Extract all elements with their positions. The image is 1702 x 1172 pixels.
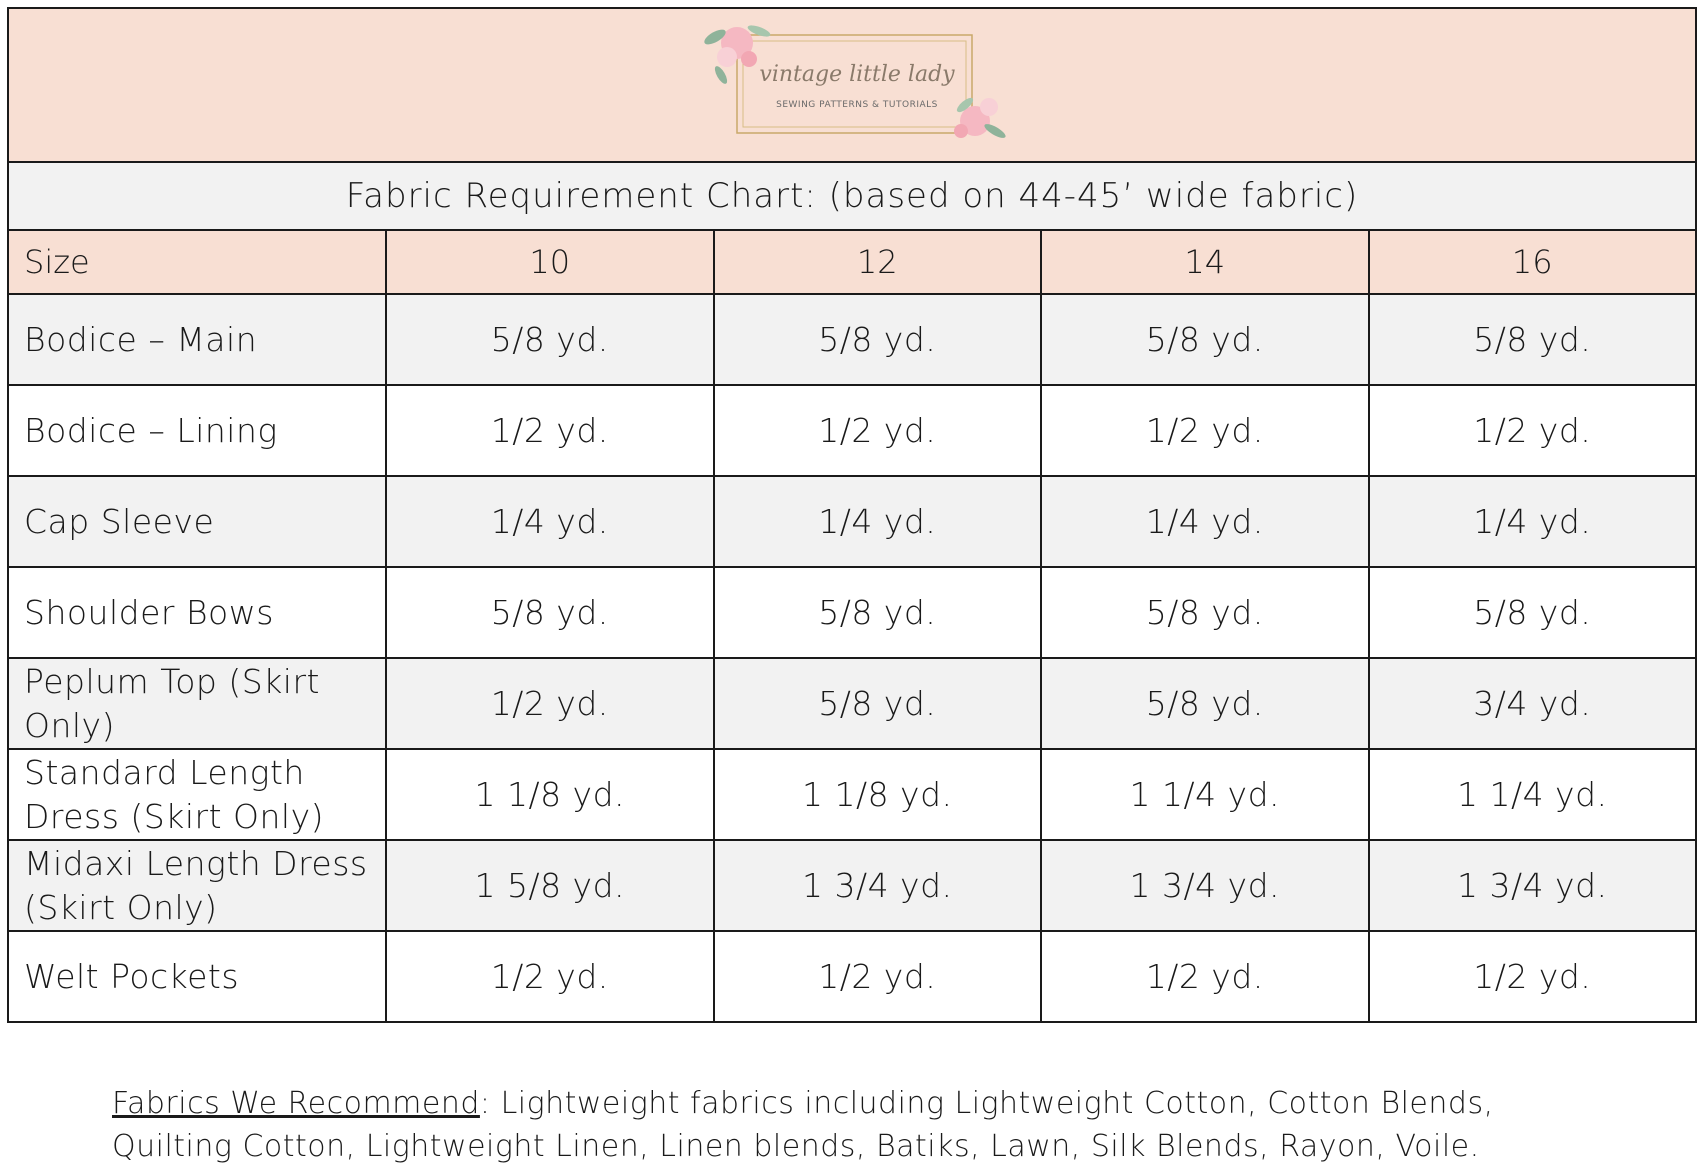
row-label: Welt Pockets [8, 931, 386, 1022]
row-label: Shoulder Bows [8, 567, 386, 658]
recommendation-text: : Lightweight fabrics including Lightweight Cotton, Cotton Blends, Quilting Cotton, Lightweight Linen, Linen blends, Batiks, Lawn, Silk Blends, Rayon, Voile. [112, 1086, 1494, 1164]
row-label: Bodice – Lining [8, 385, 386, 476]
size-header-14: 14 [1041, 230, 1369, 294]
cell-value: 1/2 yd. [386, 385, 714, 476]
table-row [8, 749, 1696, 840]
table-row [8, 567, 1696, 658]
cell-value: 1/2 yd. [1041, 385, 1369, 476]
size-header-row [8, 230, 1696, 294]
logo-cell [8, 8, 1696, 162]
row-label: Bodice – Main [8, 294, 386, 385]
size-header-10: 10 [386, 230, 714, 294]
cell-value: 5/8 yd. [714, 658, 1042, 749]
cell-value: 1/2 yd. [714, 931, 1042, 1022]
table-row [8, 294, 1696, 385]
cell-value: 3/4 yd. [1369, 658, 1697, 749]
table-row [8, 840, 1696, 931]
cell-value: 5/8 yd. [386, 294, 714, 385]
cell-value: 1/2 yd. [1369, 931, 1697, 1022]
svg-text:SEWING PATTERNS & TUTORIALS: SEWING PATTERNS & TUTORIALS [776, 100, 938, 110]
table-row [8, 658, 1696, 749]
cell-value: 5/8 yd. [386, 567, 714, 658]
row-label: Standard Length Dress (Skirt Only) [8, 749, 386, 840]
cell-value: 5/8 yd. [1041, 294, 1369, 385]
cell-value: 1 3/4 yd. [714, 840, 1042, 931]
cell-value: 1/2 yd. [1369, 385, 1697, 476]
cell-value: 1/4 yd. [1369, 476, 1697, 567]
chart-title: Fabric Requirement Chart: (based on 44-45’ wide fabric) [8, 162, 1696, 230]
table-row [8, 476, 1696, 567]
cell-value: 5/8 yd. [714, 567, 1042, 658]
row-label: Cap Sleeve [8, 476, 386, 567]
cell-value: 1/2 yd. [386, 658, 714, 749]
cell-value: 5/8 yd. [1369, 294, 1697, 385]
cell-value: 1 1/8 yd. [386, 749, 714, 840]
flower-cluster-bottom-right [954, 96, 1007, 141]
cell-value: 1/4 yd. [714, 476, 1042, 567]
title-row [8, 162, 1696, 230]
cell-value: 1/2 yd. [386, 931, 714, 1022]
size-header-12: 12 [714, 230, 1042, 294]
cell-value: 1 1/4 yd. [1369, 749, 1697, 840]
vintage-little-lady-logo [697, 13, 1007, 153]
cell-value: 1 5/8 yd. [386, 840, 714, 931]
cell-value: 5/8 yd. [1041, 567, 1369, 658]
cell-value: 1/4 yd. [386, 476, 714, 567]
row-label: Peplum Top (Skirt Only) [8, 658, 386, 749]
cell-value: 1 1/8 yd. [714, 749, 1042, 840]
svg-text:vintage little lady: vintage little lady [759, 62, 955, 87]
cell-value: 1 1/4 yd. [1041, 749, 1369, 840]
cell-value: 1 3/4 yd. [1041, 840, 1369, 931]
cell-value: 5/8 yd. [1041, 658, 1369, 749]
logo-banner [8, 8, 1696, 162]
cell-value: 1/2 yd. [714, 385, 1042, 476]
recommendation-heading: Fabrics We Recommend [112, 1086, 480, 1121]
cell-value: 5/8 yd. [1369, 567, 1697, 658]
fabric-requirement-table [7, 7, 1697, 1023]
table-row [8, 385, 1696, 476]
cell-value: 1/4 yd. [1041, 476, 1369, 567]
table-row [8, 931, 1696, 1022]
size-header-label: Size [8, 230, 386, 294]
cell-value: 5/8 yd. [714, 294, 1042, 385]
size-header-16: 16 [1369, 230, 1697, 294]
cell-value: 1 3/4 yd. [1369, 840, 1697, 931]
row-label: Midaxi Length Dress (Skirt Only) [8, 840, 386, 931]
fabric-recommendation-note [112, 1082, 1612, 1168]
cell-value: 1/2 yd. [1041, 931, 1369, 1022]
